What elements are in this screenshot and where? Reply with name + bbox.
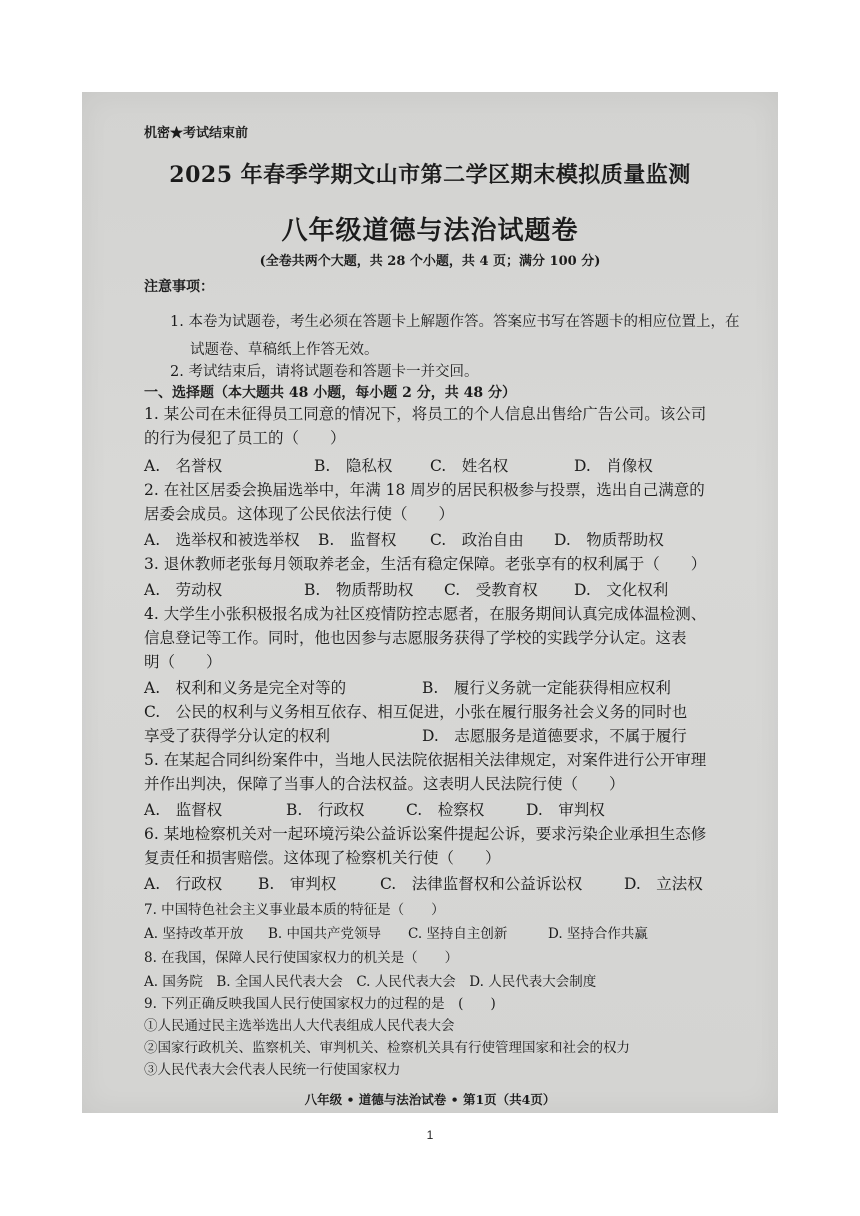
question-2-stem-2: 居委会成员。这体现了公民依法行使（ ） <box>144 505 455 523</box>
option-d: D. 审判权 <box>526 801 605 819</box>
option-a: A. 权利和义务是完全对等的 <box>144 679 347 697</box>
option-a: A. 名誉权 <box>144 457 223 475</box>
question-5-stem-2: 并作出判决，保障了当事人的合法权益。这表明人民法院行使（ ） <box>144 775 625 793</box>
option-a: A. 劳动权 <box>144 581 223 599</box>
option-c: C. 检察权 <box>406 801 485 819</box>
question-1-stem-1: 1. 某公司在未征得员工同意的情况下，将员工的个人信息出售给广告公司。该公司 <box>144 405 707 423</box>
exam-title: 2025 年春季学期文山市第二学区期末模拟质量监测 <box>169 162 691 188</box>
confidential-label: 机密★考试结束前 <box>144 126 249 141</box>
option-d: D. 物质帮助权 <box>554 531 664 549</box>
option-b: B. 物质帮助权 <box>304 581 414 599</box>
question-7-stem: 7. 中国特色社会主义事业最本质的特征是（ ） <box>144 902 445 918</box>
note-1-line-2: 试题卷、草稿纸上作答无效。 <box>190 342 379 358</box>
question-3-stem-1: 3. 退休教师老张每月领取养老金，生活有稳定保障。老张享有的权利属于（ ） <box>144 555 707 573</box>
question-2-stem-1: 2. 在社区居委会换届选举中，年满 18 周岁的居民积极参与投票，选出自己满意的 <box>144 481 705 499</box>
option-b: B. 隐私权 <box>314 457 393 475</box>
section-1-heading: 一、选择题（本大题共 48 小题，每小题 2 分，共 48 分） <box>144 385 516 401</box>
option-a: A. 选举权和被选举权 <box>144 531 300 549</box>
question-5-stem-1: 5. 在某起合同纠纷案件中，当地人民法院依据相关法律规定，对案件进行公开审理 <box>144 751 707 769</box>
option-c: C. 法律监督权和公益诉讼权 <box>380 875 583 893</box>
option-c: C. 坚持自主创新 <box>408 926 508 942</box>
notes-heading: 注意事项： <box>144 279 214 295</box>
question-9-item-3: ③人民代表大会代表人民统一行使国家权力 <box>144 1062 401 1078</box>
option-c: C. 姓名权 <box>430 457 509 475</box>
option-c-line-2: 享受了获得学分认定的权利 <box>144 727 331 745</box>
option-c: C. 受教育权 <box>444 581 538 599</box>
question-4-stem-1: 4. 大学生小张积极报名成为社区疫情防控志愿者，在服务期间认真完成体温检测、 <box>144 605 707 623</box>
option-d: D. 坚持合作共赢 <box>548 926 648 942</box>
option-b: B. 中国共产党领导 <box>268 926 382 942</box>
question-6-stem-1: 6. 某地检察机关对一起环境污染公益诉讼案件提起公诉，要求污染企业承担生态修 <box>144 825 707 843</box>
option-d: D. 文化权利 <box>574 581 669 599</box>
option-d: D. 立法权 <box>624 875 703 893</box>
option-b: B. 监督权 <box>318 531 397 549</box>
note-2: 2. 考试结束后，请将试题卷和答题卡一并交回。 <box>170 364 479 380</box>
option-a: A. 行政权 <box>144 875 223 893</box>
option-b: B. 履行义务就一定能获得相应权利 <box>422 679 671 697</box>
question-1-stem-2: 的行为侵犯了员工的（ ） <box>144 429 346 447</box>
page-footer: 八年级 • 道德与法治试卷 • 第1页（共4页） <box>304 1092 556 1107</box>
question-8-stem: 8. 在我国，保障人民行使国家权力的机关是（ ） <box>144 950 459 966</box>
page-number: 1 <box>426 1128 434 1142</box>
question-4-stem-2: 信息登记等工作。同时，他也因参与志愿服务获得了学校的实践学分认定。这表 <box>144 629 687 647</box>
option-d: D. 志愿服务是道德要求，不属于履行 <box>422 727 687 745</box>
option-b: B. 审判权 <box>258 875 337 893</box>
option-b: B. 行政权 <box>286 801 365 819</box>
question-6-stem-2: 复责任和损害赔偿。这体现了检察机关行使（ ） <box>144 849 501 867</box>
question-9-item-1: ①人民通过民主选举选出人大代表组成人民代表大会 <box>144 1018 455 1034</box>
question-8-options: A. 国务院 B. 全国人民代表大会 C. 人民代表大会 D. 人民代表大会制度 <box>144 974 597 990</box>
question-9-item-2: ②国家行政机关、监察机关、审判机关、检察机关具有行使管理国家和社会的权力 <box>144 1040 630 1056</box>
question-4-stem-3: 明（ ） <box>144 653 222 671</box>
exam-info: (全卷共两个大题，共 28 个小题，共 4 页；满分 100 分) <box>259 254 601 269</box>
note-1-line-1: 1. 本卷为试题卷，考生必须在答题卡上解题作答。答案应书写在答题卡的相应位置上，在 <box>170 314 740 330</box>
question-4-option-c-line-1: C. 公民的权利与义务相互依存、相互促进，小张在履行服务社会义务的同时也 <box>144 703 688 721</box>
question-9-stem: 9. 下列正确反映我国人民行使国家权力的过程的是 ( ) <box>144 996 496 1012</box>
option-a: A. 监督权 <box>144 801 223 819</box>
exam-subtitle: 八年级道德与法治试题卷 <box>281 216 579 246</box>
option-d: D. 肖像权 <box>574 457 653 475</box>
option-a: A. 坚持改革开放 <box>144 926 244 942</box>
scanned-page-photo <box>82 92 778 1113</box>
option-c: C. 政治自由 <box>430 531 524 549</box>
